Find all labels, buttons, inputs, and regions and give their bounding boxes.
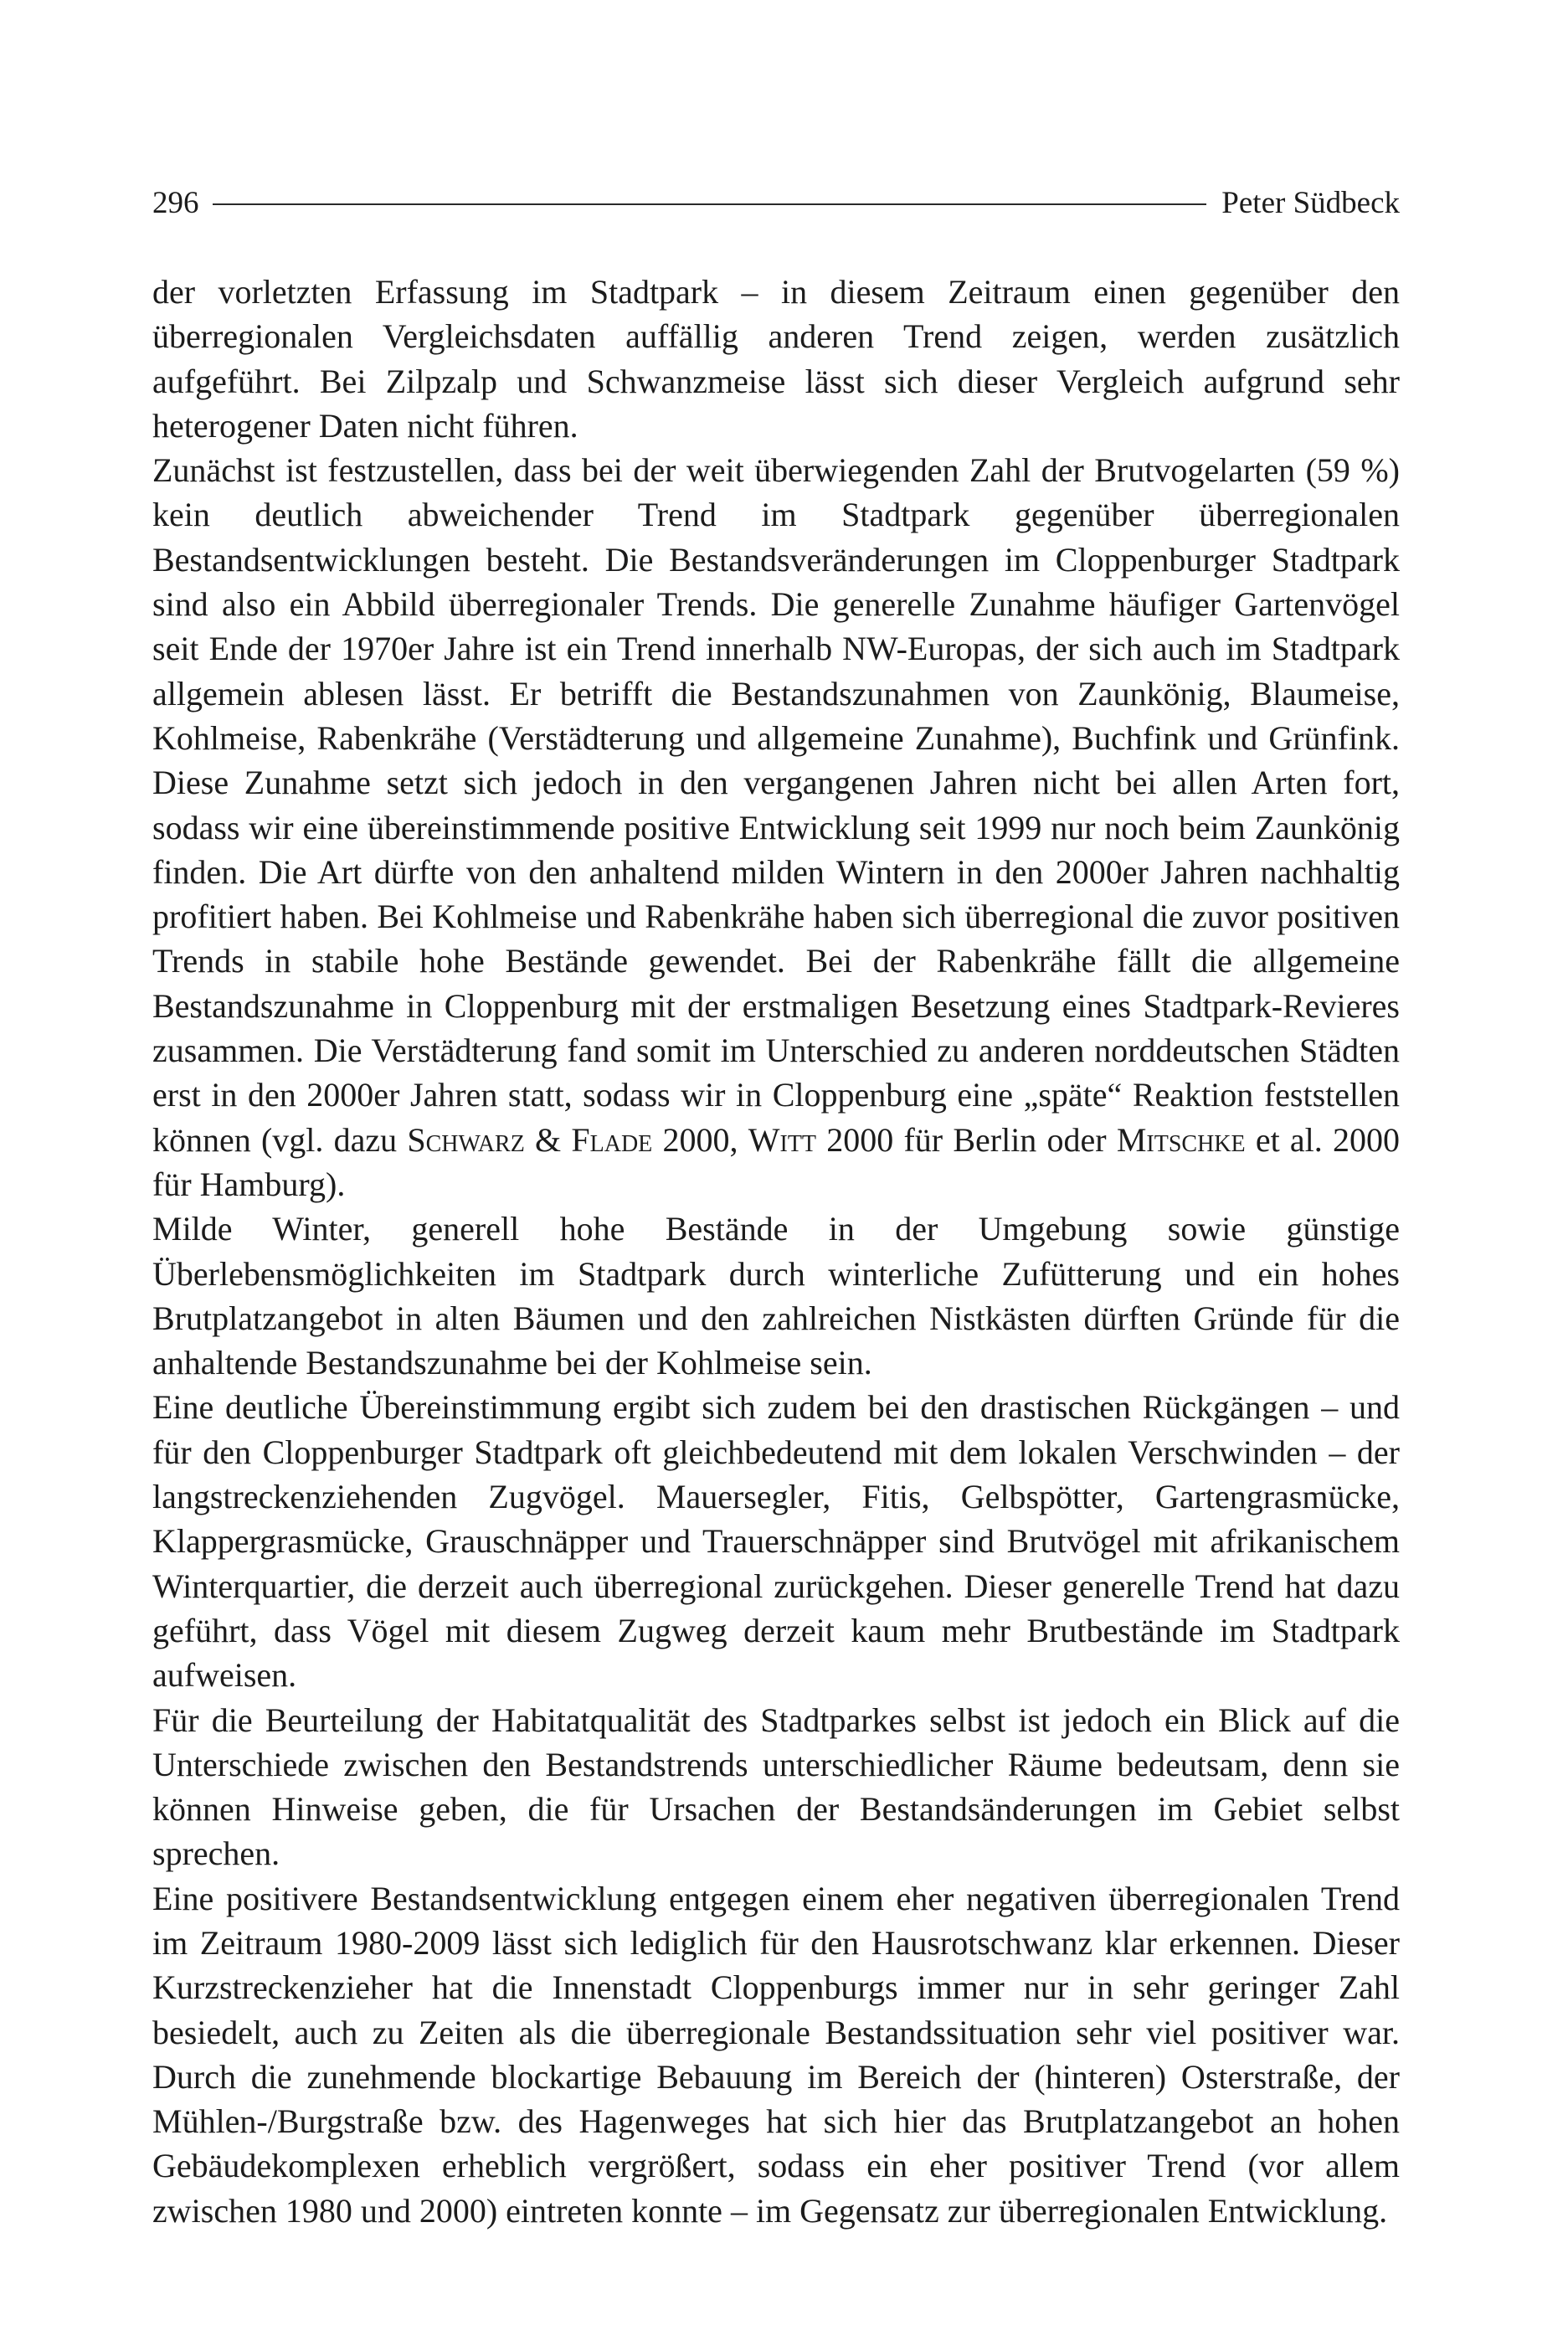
running-header [152,179,1400,226]
citation-author: Witt [748,1120,817,1159]
paragraph-text: Zunächst ist festzustellen, dass bei der weit überwiegenden Zahl der Brutvogelarten (59 %) kein deutlich abweichender Trend im Stadtpark gegenüber überregionalen Bestandsentwicklungen besteht. Die Bestandsveränderungen im Cloppenburger Stadtpark sind also ein Abbild überregionaler Trends. Die generelle Zunahme häufiger Gartenvögel seit Ende der 1970er Jahre ist ein Trend innerhalb NW-Europas, der sich auch im Stadtpark allgemein ablesen lässt. Er betrifft die Bestandszunahmen von Zaunkönig, Blaumeise, Kohlmeise, Rabenkrähe (Verstädterung und allgemeine Zunahme), Buchfink und Grünfink. Diese Zunahme setzt sich jedoch in den vergangenen Jahren nicht bei allen Arten fort, sodass wir eine übereinstimmende positive Entwicklung seit 1999 nur noch beim Zaunkönig finden. Die Art dürfte von den anhaltend milden Wintern in den 2000er Jahren nachhaltig profitiert haben. Bei Kohlmeise und Rabenkrähe haben sich überregional die zuvor positiven Trends in stabile hohe Bestände gewendet. Bei der Rabenkrähe fällt die allgemeine Bestandszunahme in Cloppenburg mit der erstmaligen Besetzung eines Stadtpark-Revieres zusammen. Die Verstädterung fand somit im Unterschied zu anderen norddeutschen Städten erst in den 2000er Jahren statt, sodass wir in Cloppenburg eine „späte“ Reaktion feststellen können (vgl. dazu [152,451,1400,1159]
page-number: 296 [152,185,199,220]
running-head-author: Peter Südbeck [1221,185,1400,220]
citation-year: 2000 für Berlin oder [816,1120,1117,1159]
citation-author: Mitschke [1116,1120,1246,1159]
header-rule [213,203,1207,205]
body-text [152,270,1400,2233]
paragraph: Eine positivere Bestandsentwicklung entgegen einem eher negativen überregionalen Trend im Zeitraum 1980-2009 lässt sich lediglich für den Hausrotschwanz klar erkennen. Dieser Kurzstreckenzieher hat die Innenstadt Cloppenburgs immer nur in sehr geringer Zahl besiedelt, auch zu Zeiten als die überregionale Bestandssituation sehr viel positiver war. Durch die zunehmende blockartige Bebauung im Bereich der (hinteren) Osterstraße, der Mühlen-/Burgstraße bzw. des Hagenweges hat sich hier das Brutplatzangebot an hohen Gebäudekomplexen erheblich vergrößert, sodass ein eher positiver Trend (vor allem zwischen 1980 und 2000) eintreten konnte – im Gegensatz zur überregionalen Entwicklung. [152,1879,1400,2230]
paragraph: der vorletzten Erfassung im Stadtpark – in diesem Zeitraum einen gegenüber den überregionalen Vergleichsdaten auffällig anderen Trend zeigen, werden zusätzlich aufgeführt. Bei Zilpzalp und Schwanzmeise lässt sich dieser Vergleich aufgrund sehr heterogener Daten nicht führen. [152,273,1400,445]
citation-author: Flade [571,1120,653,1159]
paragraph: Für die Beurteilung der Habitatqualität des Stadtparkes selbst ist jedoch ein Blick auf die Unterschiede zwischen den Bestandstrends unterschiedlicher Räume bedeutsam, denn sie können Hinweise geben, die für Ursachen der Bestandsänderungen im Gebiet selbst sprechen. [152,1700,1400,1873]
paragraph: Eine deutliche Übereinstimmung ergibt sich zudem bei den drastischen Rückgängen – und für den Cloppenburger Stadtpark oft gleichbedeutend mit dem lokalen Verschwinden – der langstreckenziehenden Zugvögel. Mauersegler, Fitis, Gelbspötter, Gartengrasmücke, Klappergrasmücke, Grauschnäpper und Trauerschnäpper sind Brutvögel mit afrikanischem Winterquartier, die derzeit auch überregional zurückgehen. Dieser generelle Trend hat dazu geführt, dass Vögel mit diesem Zugweg derzeit kaum mehr Brutbestände im Stadtpark aufweisen. [152,1388,1400,1695]
citation-year: 2000, [652,1120,748,1159]
paragraph: Milde Winter, generell hohe Bestände in der Umgebung sowie günstige Überlebensmöglichkeiten im Stadtpark durch winterliche Zufütterung und ein hohes Brutplatzangebot in alten Bäumen und den zahlreichen Nistkästen dürften Gründe für die anhaltende Bestandszunahme bei der Kohlmeise sein. [152,1210,1400,1382]
citation-separator: & [524,1120,572,1159]
paragraph [152,448,1400,1206]
citation-author: Schwarz [407,1120,525,1159]
citation-tail: et al. 2000 für Hamburg). [152,1120,1401,1203]
